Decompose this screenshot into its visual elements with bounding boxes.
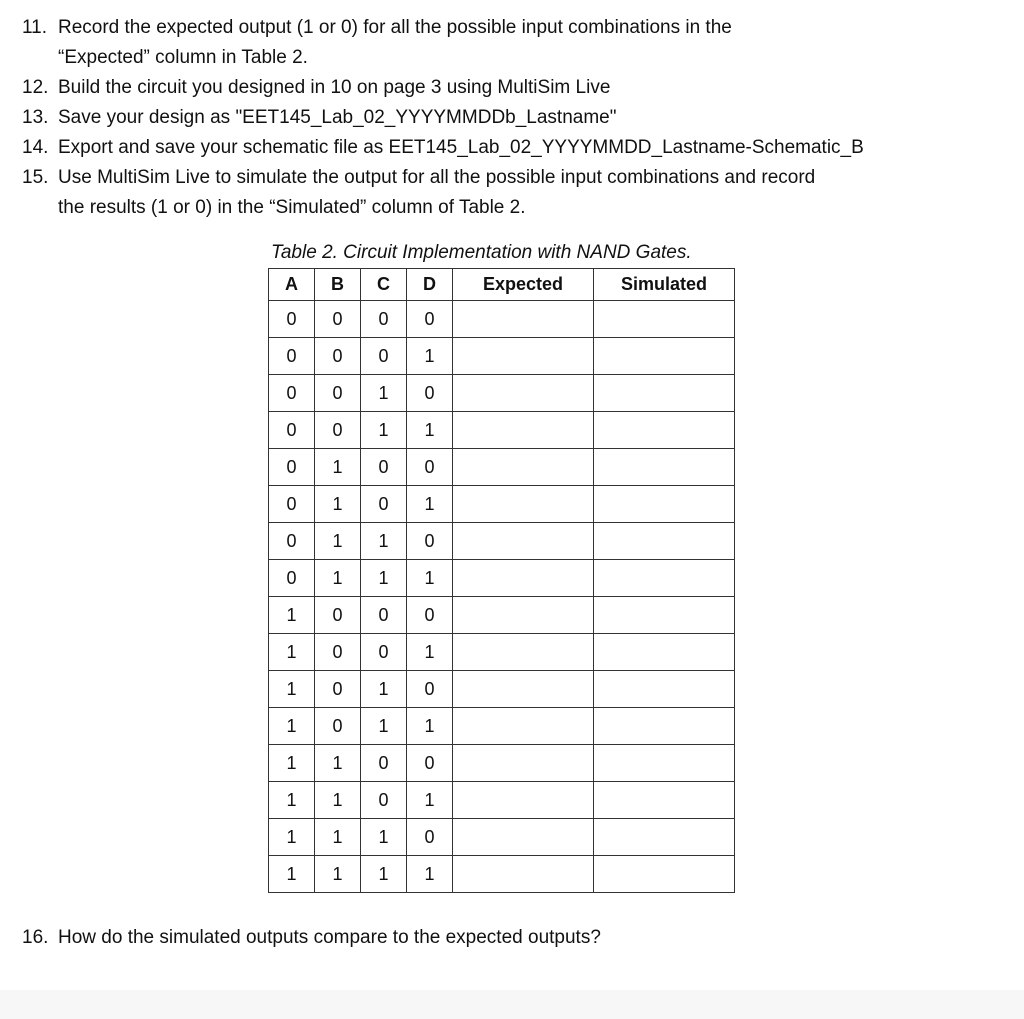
- table-row: [269, 412, 735, 449]
- cell-a: 1: [269, 671, 315, 708]
- cell-expected: [453, 449, 594, 486]
- cell-b: 0: [315, 634, 361, 671]
- instruction-number: 11.: [22, 17, 48, 38]
- cell-d: 1: [407, 856, 453, 893]
- question-number: 16.: [22, 927, 49, 948]
- table-row: [269, 819, 735, 856]
- cell-c: 1: [361, 412, 407, 449]
- header-expected: Expected: [453, 269, 594, 301]
- header-b: B: [315, 269, 361, 301]
- cell-c: 1: [361, 560, 407, 597]
- instruction-number: 14.: [22, 137, 49, 158]
- cell-expected: [453, 708, 594, 745]
- table-row: [269, 486, 735, 523]
- cell-a: 0: [269, 338, 315, 375]
- cell-expected: [453, 634, 594, 671]
- cell-a: 0: [269, 301, 315, 338]
- cell-a: 0: [269, 486, 315, 523]
- cell-simulated: [594, 560, 735, 597]
- cell-b: 1: [315, 560, 361, 597]
- cell-a: 0: [269, 449, 315, 486]
- table-row: [269, 745, 735, 782]
- cell-simulated: [594, 449, 735, 486]
- cell-d: 1: [407, 782, 453, 819]
- cell-b: 1: [315, 486, 361, 523]
- cell-simulated: [594, 856, 735, 893]
- table-header-row: [269, 269, 735, 301]
- cell-b: 0: [315, 597, 361, 634]
- cell-expected: [453, 486, 594, 523]
- table-row: [269, 449, 735, 486]
- cell-expected: [453, 745, 594, 782]
- cell-c: 1: [361, 523, 407, 560]
- cell-a: 1: [269, 745, 315, 782]
- cell-expected: [453, 856, 594, 893]
- cell-simulated: [594, 671, 735, 708]
- cell-d: 1: [407, 634, 453, 671]
- instruction-text: Build the circuit you designed in 10 on page 3 using MultiSim Live: [58, 77, 611, 98]
- cell-d: 0: [407, 671, 453, 708]
- cell-simulated: [594, 819, 735, 856]
- table-row: [269, 634, 735, 671]
- cell-a: 0: [269, 375, 315, 412]
- cell-b: 0: [315, 338, 361, 375]
- cell-d: 1: [407, 708, 453, 745]
- cell-expected: [453, 523, 594, 560]
- table-row: [269, 375, 735, 412]
- cell-b: 0: [315, 301, 361, 338]
- cell-a: 0: [269, 412, 315, 449]
- cell-b: 1: [315, 782, 361, 819]
- cell-simulated: [594, 745, 735, 782]
- cell-a: 1: [269, 819, 315, 856]
- cell-a: 1: [269, 597, 315, 634]
- table-row: [269, 708, 735, 745]
- cell-simulated: [594, 486, 735, 523]
- cell-d: 1: [407, 338, 453, 375]
- cell-d: 1: [407, 412, 453, 449]
- cell-a: 1: [269, 782, 315, 819]
- cell-simulated: [594, 782, 735, 819]
- cell-c: 1: [361, 375, 407, 412]
- cell-b: 1: [315, 856, 361, 893]
- cell-b: 0: [315, 671, 361, 708]
- cell-a: 1: [269, 856, 315, 893]
- instruction-13: [22, 103, 616, 133]
- cell-a: 1: [269, 708, 315, 745]
- table-row: [269, 301, 735, 338]
- table-caption: Table 2. Circuit Implementation with NAND Gates.: [271, 242, 692, 263]
- cell-b: 1: [315, 449, 361, 486]
- cell-c: 1: [361, 819, 407, 856]
- cell-b: 0: [315, 708, 361, 745]
- instruction-number: 13.: [22, 107, 49, 128]
- cell-expected: [453, 375, 594, 412]
- cell-c: 1: [361, 708, 407, 745]
- cell-d: 0: [407, 745, 453, 782]
- truth-table: [268, 268, 735, 893]
- cell-c: 0: [361, 301, 407, 338]
- cell-c: 0: [361, 782, 407, 819]
- instruction-14: [22, 133, 864, 163]
- header-simulated: Simulated: [594, 269, 735, 301]
- cell-simulated: [594, 412, 735, 449]
- question-text: How do the simulated outputs compare to the expected outputs?: [58, 927, 601, 948]
- cell-d: 0: [407, 523, 453, 560]
- cell-b: 0: [315, 412, 361, 449]
- instruction-12: [22, 73, 610, 103]
- table-row: [269, 597, 735, 634]
- cell-simulated: [594, 523, 735, 560]
- cell-simulated: [594, 375, 735, 412]
- instruction-11: [22, 13, 732, 73]
- table-row: [269, 856, 735, 893]
- cell-expected: [453, 412, 594, 449]
- instruction-text: Use MultiSim Live to simulate the output for all the possible input combinations and record: [58, 167, 816, 188]
- cell-d: 0: [407, 375, 453, 412]
- instruction-text: Record the expected output (1 or 0) for all the possible input combinations in the: [58, 17, 732, 38]
- table-row: [269, 782, 735, 819]
- cell-c: 1: [361, 856, 407, 893]
- cell-expected: [453, 782, 594, 819]
- cell-d: 0: [407, 819, 453, 856]
- cell-simulated: [594, 634, 735, 671]
- cell-expected: [453, 819, 594, 856]
- cell-expected: [453, 301, 594, 338]
- cell-a: 0: [269, 523, 315, 560]
- cell-c: 0: [361, 745, 407, 782]
- instruction-text: Save your design as "EET145_Lab_02_YYYYMMDDb_Lastname": [58, 107, 617, 128]
- cell-d: 1: [407, 486, 453, 523]
- cell-b: 0: [315, 375, 361, 412]
- cell-c: 0: [361, 338, 407, 375]
- instruction-15: [22, 163, 815, 223]
- table-row: [269, 560, 735, 597]
- cell-b: 1: [315, 745, 361, 782]
- cell-d: 0: [407, 301, 453, 338]
- instruction-number: 15.: [22, 167, 49, 188]
- cell-c: 0: [361, 634, 407, 671]
- table-row: [269, 671, 735, 708]
- cell-c: 0: [361, 486, 407, 523]
- cell-expected: [453, 560, 594, 597]
- cell-expected: [453, 338, 594, 375]
- cell-simulated: [594, 301, 735, 338]
- cell-a: 1: [269, 634, 315, 671]
- instruction-number: 12.: [22, 77, 49, 98]
- question-16: [22, 923, 601, 953]
- table-row: [269, 523, 735, 560]
- cell-simulated: [594, 708, 735, 745]
- cell-a: 0: [269, 560, 315, 597]
- header-d: D: [407, 269, 453, 301]
- cell-c: 1: [361, 671, 407, 708]
- cell-expected: [453, 671, 594, 708]
- cell-d: 0: [407, 449, 453, 486]
- cell-d: 1: [407, 560, 453, 597]
- header-a: A: [269, 269, 315, 301]
- cell-c: 0: [361, 449, 407, 486]
- cell-b: 1: [315, 523, 361, 560]
- cell-simulated: [594, 597, 735, 634]
- instruction-continuation: the results (1 or 0) in the “Simulated” column of Table 2.: [58, 197, 526, 218]
- cell-expected: [453, 597, 594, 634]
- instruction-text: Export and save your schematic file as EET145_Lab_02_YYYYMMDD_Lastname-Schematic_B: [58, 137, 864, 158]
- cell-d: 0: [407, 597, 453, 634]
- cell-c: 0: [361, 597, 407, 634]
- header-c: C: [361, 269, 407, 301]
- cell-simulated: [594, 338, 735, 375]
- table-row: [269, 338, 735, 375]
- page-bottom-edge: [0, 990, 1024, 1019]
- cell-b: 1: [315, 819, 361, 856]
- instruction-continuation: “Expected” column in Table 2.: [58, 47, 308, 68]
